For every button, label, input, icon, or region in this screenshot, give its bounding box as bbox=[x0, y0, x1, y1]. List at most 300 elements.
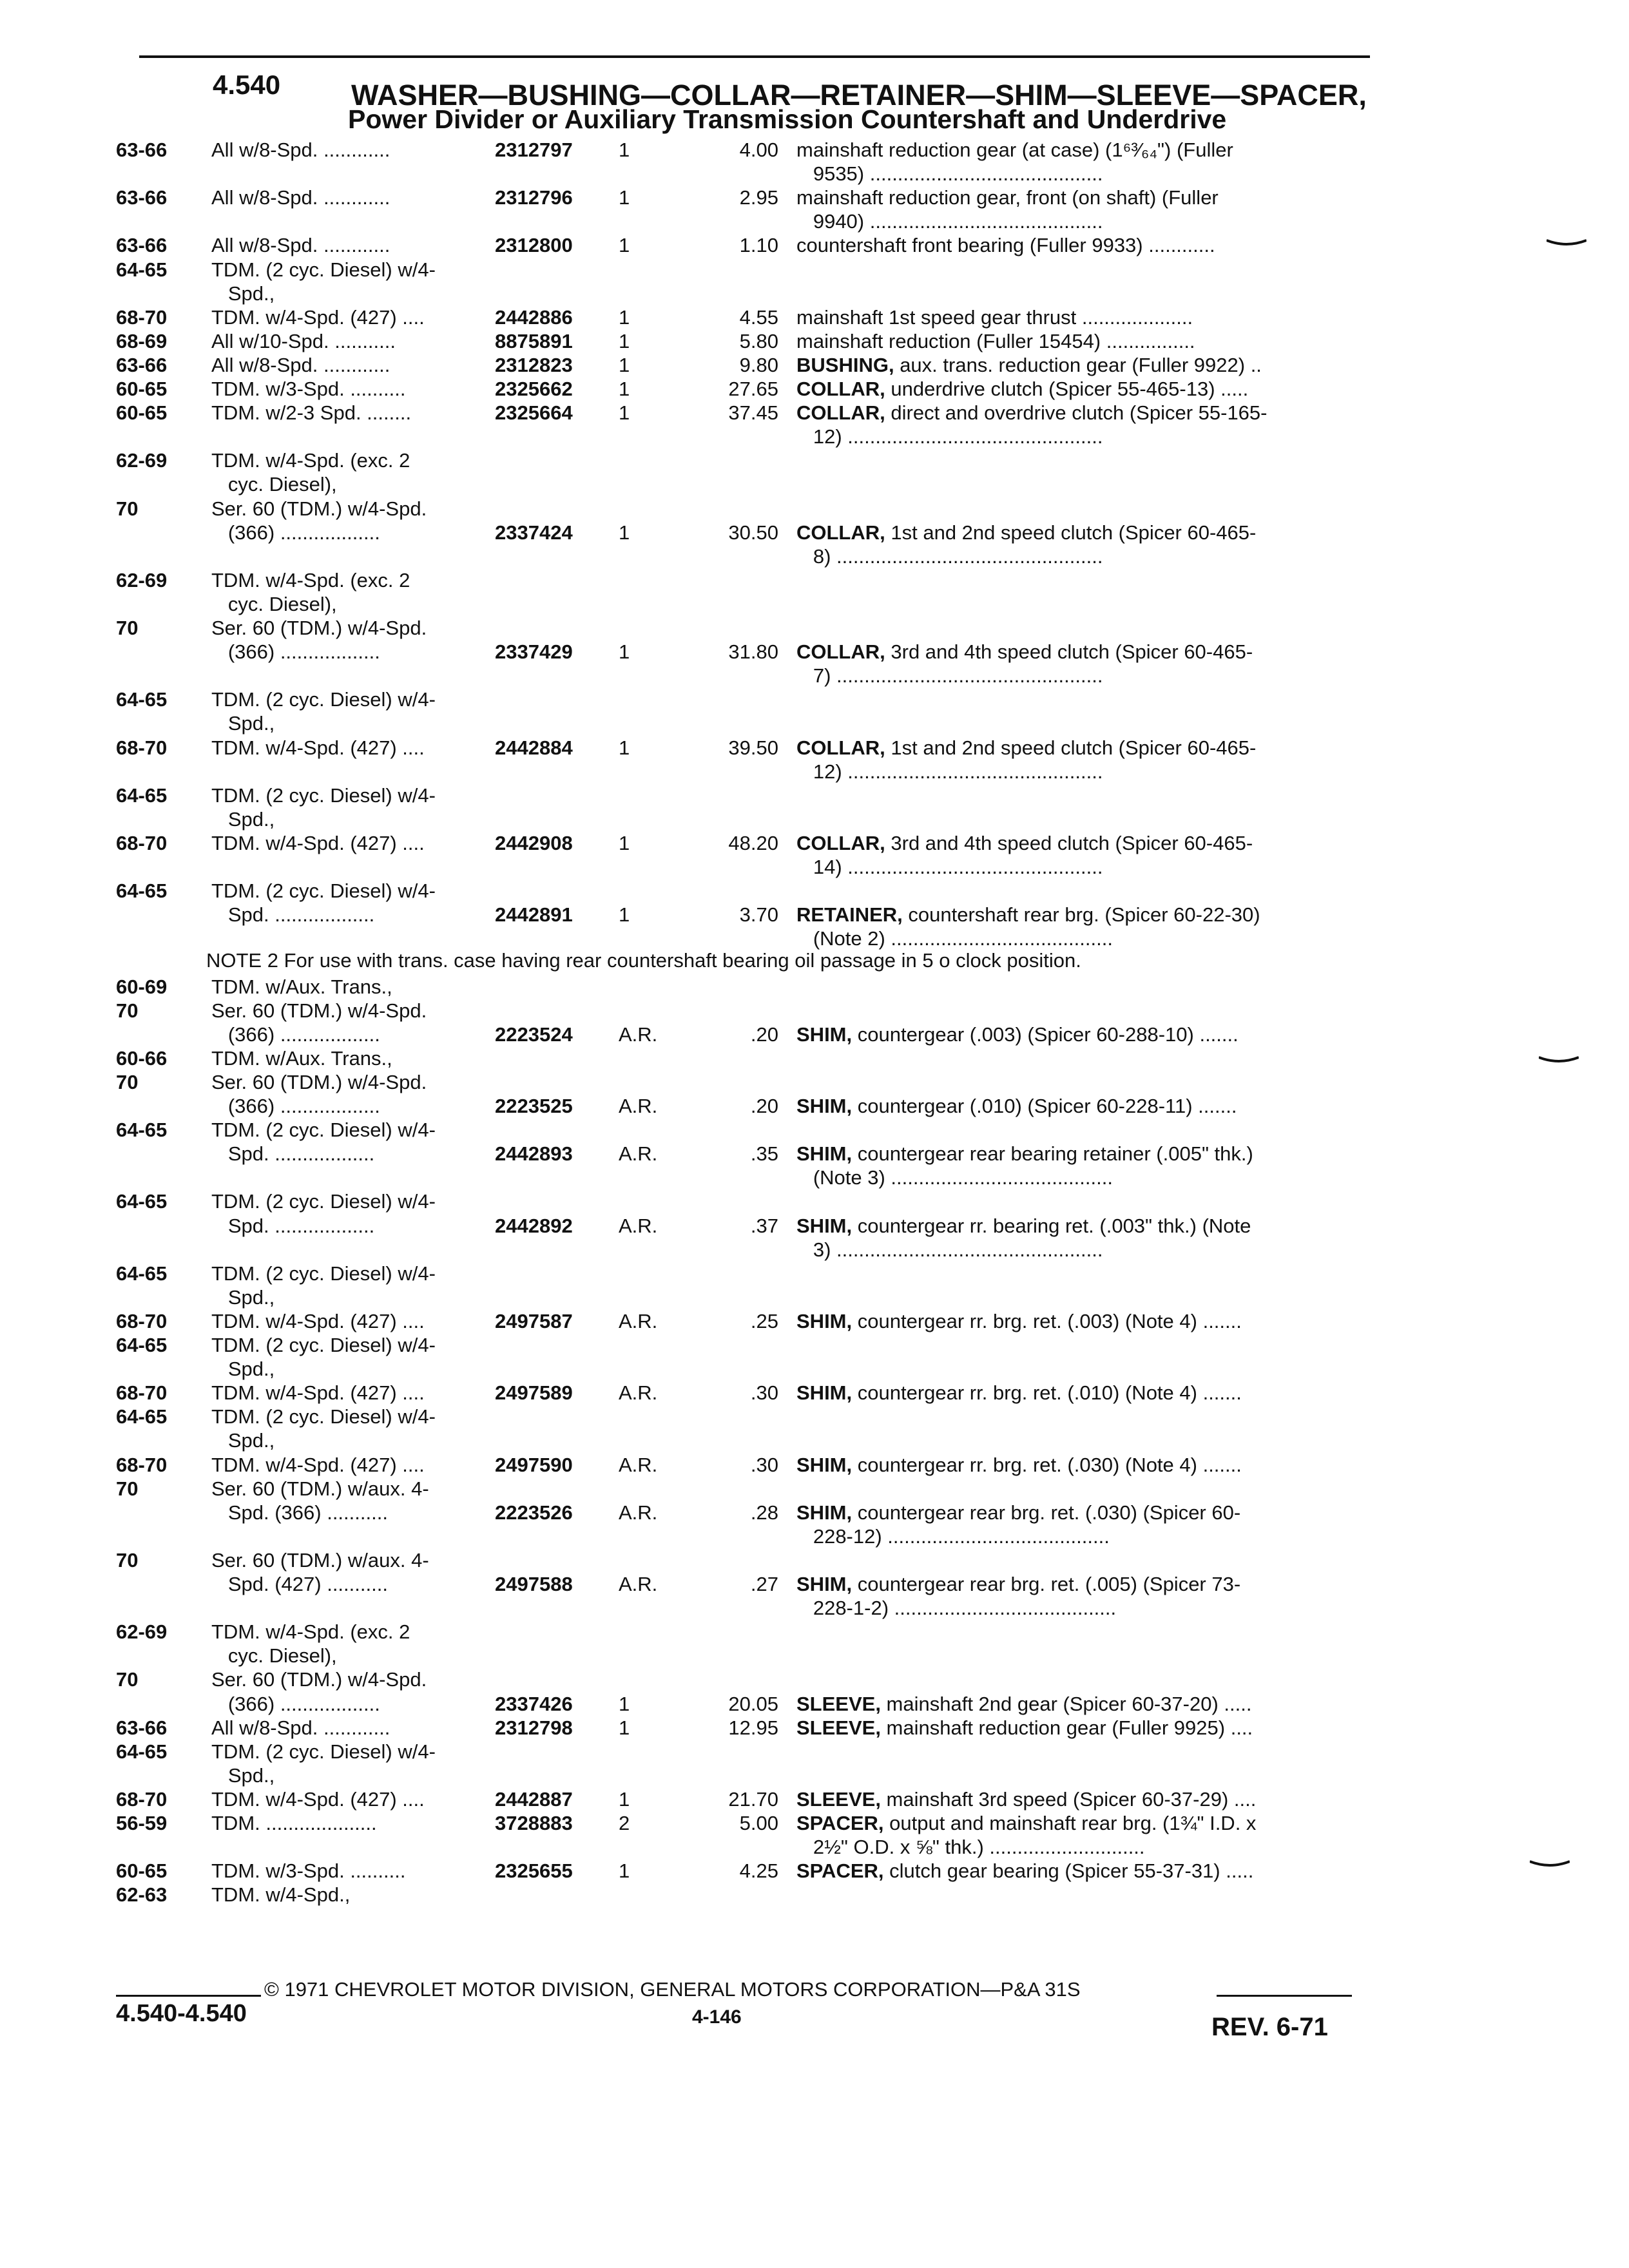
item-description bbox=[796, 353, 1361, 377]
part-number: 2312800 bbox=[495, 234, 573, 256]
application-desc: TDM. w/4-Spd. (exc. 2 bbox=[211, 449, 410, 472]
item-description bbox=[796, 1214, 1361, 1238]
part-number: 2312797 bbox=[495, 139, 573, 161]
model-years: 68-70 bbox=[116, 306, 168, 329]
list-item bbox=[0, 1859, 1629, 1885]
list-item bbox=[0, 186, 1629, 211]
item-description bbox=[796, 209, 1361, 233]
item-name: COLLAR, bbox=[796, 832, 885, 854]
application-desc: (366) .................. bbox=[211, 1095, 380, 1117]
list-item bbox=[0, 640, 1629, 666]
model-years: 60-69 bbox=[116, 975, 168, 998]
item-detail: mainshaft 2nd gear (Spicer 60-37-20) ..... bbox=[880, 1693, 1252, 1715]
quantity: 1 bbox=[619, 401, 630, 424]
item-name: SLEEVE, bbox=[796, 1788, 881, 1811]
margin-mark bbox=[1539, 1055, 1579, 1063]
list-item bbox=[0, 1835, 1629, 1861]
list-item bbox=[0, 258, 1629, 284]
application-desc: TDM. (2 cyc. Diesel) w/4- bbox=[211, 879, 436, 902]
application-desc: Ser. 60 (TDM.) w/4-Spd. bbox=[211, 1071, 427, 1093]
list-item bbox=[0, 329, 1629, 355]
quantity: A.R. bbox=[619, 1381, 658, 1404]
application-desc: All w/10-Spd. ........... bbox=[211, 330, 396, 352]
application-desc: Ser. 60 (TDM.) w/aux. 4- bbox=[211, 1477, 429, 1500]
list-item bbox=[0, 1285, 1629, 1311]
item-detail: countergear (.003) (Spicer 60-288-10) ....... bbox=[852, 1023, 1239, 1046]
application-desc: TDM. w/3-Spd. .......... bbox=[211, 378, 406, 400]
item-description bbox=[796, 760, 1361, 783]
list-price: 4.00 bbox=[739, 139, 778, 161]
model-years: 68-70 bbox=[116, 1788, 168, 1811]
application-desc: cyc. Diesel), bbox=[211, 1644, 337, 1667]
application-desc: TDM. (2 cyc. Diesel) w/4- bbox=[211, 1334, 436, 1356]
list-price: .20 bbox=[750, 1095, 778, 1117]
part-number: 2442887 bbox=[495, 1788, 573, 1811]
application-desc: TDM. (2 cyc. Diesel) w/4- bbox=[211, 1740, 436, 1763]
item-detail: countergear rear brg. ret. (.005) (Spicer 73- bbox=[852, 1573, 1241, 1595]
list-item bbox=[0, 711, 1629, 737]
list-item bbox=[0, 1094, 1629, 1120]
item-detail: countergear rr. brg. ret. (.003) (Note 4) ....... bbox=[852, 1310, 1242, 1332]
list-price: 27.65 bbox=[728, 378, 778, 400]
list-item bbox=[0, 1740, 1629, 1765]
item-name: SHIM, bbox=[796, 1381, 853, 1404]
list-item bbox=[0, 401, 1629, 427]
model-years: 68-70 bbox=[116, 1454, 168, 1476]
list-item bbox=[0, 1572, 1629, 1598]
item-detail: mainshaft 3rd speed (Spicer 60-37-29) .... bbox=[880, 1788, 1257, 1811]
application-desc: Ser. 60 (TDM.) w/4-Spd. bbox=[211, 617, 427, 639]
list-price: 4.55 bbox=[739, 306, 778, 329]
item-detail: 12) .............................................. bbox=[796, 425, 1103, 448]
part-number: 2497590 bbox=[495, 1454, 573, 1476]
quantity: 1 bbox=[619, 1788, 630, 1811]
list-item bbox=[0, 879, 1629, 905]
list-item bbox=[0, 1023, 1629, 1048]
application-desc: Spd. .................. bbox=[211, 1142, 375, 1165]
list-item bbox=[0, 1524, 1629, 1550]
model-years: 62-63 bbox=[116, 1883, 168, 1906]
list-item bbox=[0, 1787, 1629, 1813]
list-item bbox=[0, 1548, 1629, 1574]
quantity: A.R. bbox=[619, 1095, 658, 1117]
quantity: 1 bbox=[619, 378, 630, 400]
model-years: 64-65 bbox=[116, 1740, 168, 1763]
item-description bbox=[796, 1023, 1361, 1046]
list-item bbox=[0, 1238, 1629, 1264]
list-price: 37.45 bbox=[728, 401, 778, 424]
model-years: 70 bbox=[116, 1668, 139, 1691]
item-description bbox=[796, 1859, 1361, 1883]
model-years: 62-69 bbox=[116, 569, 168, 591]
model-years: 70 bbox=[116, 999, 139, 1022]
list-item bbox=[0, 1046, 1629, 1072]
item-detail: mainshaft 1st speed gear thrust .................... bbox=[796, 306, 1193, 329]
item-name: SHIM, bbox=[796, 1215, 853, 1237]
list-item bbox=[0, 162, 1629, 187]
page-number: 4-146 bbox=[692, 2006, 742, 2028]
item-description bbox=[796, 425, 1361, 448]
list-item bbox=[0, 353, 1629, 379]
model-years: 70 bbox=[116, 497, 139, 520]
item-name: SHIM, bbox=[796, 1142, 853, 1165]
application-desc: (366) .................. bbox=[211, 1023, 380, 1046]
item-name: COLLAR, bbox=[796, 401, 885, 424]
list-item bbox=[0, 138, 1629, 164]
application-desc: TDM. (2 cyc. Diesel) w/4- bbox=[211, 1190, 436, 1213]
list-price: .35 bbox=[750, 1142, 778, 1165]
list-price: 4.25 bbox=[739, 1860, 778, 1882]
item-name: COLLAR, bbox=[796, 378, 885, 400]
list-item bbox=[0, 903, 1629, 928]
application-desc: TDM. (2 cyc. Diesel) w/4- bbox=[211, 1262, 436, 1285]
list-item bbox=[0, 855, 1629, 881]
quantity: 1 bbox=[619, 832, 630, 854]
model-years: 64-65 bbox=[116, 1334, 168, 1356]
item-detail: output and mainshaft rear brg. (1¾" I.D. x bbox=[883, 1812, 1257, 1834]
list-item bbox=[0, 1070, 1629, 1096]
item-description bbox=[796, 1596, 1361, 1620]
item-description bbox=[796, 1811, 1361, 1835]
item-name: SHIM, bbox=[796, 1454, 853, 1476]
list-item bbox=[0, 592, 1629, 618]
part-number: 2312823 bbox=[495, 354, 573, 376]
application-desc: Spd., bbox=[211, 1429, 275, 1452]
item-detail: 9940) .......................................... bbox=[796, 210, 1103, 233]
quantity: 1 bbox=[619, 1716, 630, 1739]
application-desc: Spd. .................. bbox=[211, 1215, 375, 1237]
item-detail: 2½" O.D. x ⅝" thk.) ............................ bbox=[796, 1836, 1145, 1858]
item-name: BUSHING, bbox=[796, 354, 894, 376]
quantity: A.R. bbox=[619, 1501, 658, 1524]
model-years: 64-65 bbox=[116, 1405, 168, 1428]
application-desc: Ser. 60 (TDM.) w/4-Spd. bbox=[211, 999, 427, 1022]
model-years: 64-65 bbox=[116, 258, 168, 281]
item-description bbox=[796, 736, 1361, 760]
item-detail: countergear (.010) (Spicer 60-228-11) ....... bbox=[852, 1095, 1237, 1117]
part-number: 2497588 bbox=[495, 1573, 573, 1595]
page-title: WASHER—BUSHING—COLLAR—RETAINER—SHIM—SLEEVE—SPACER, bbox=[351, 79, 1367, 111]
part-number: 2223524 bbox=[495, 1023, 573, 1046]
part-number: 2325664 bbox=[495, 401, 573, 424]
part-number: 2337424 bbox=[495, 521, 573, 544]
list-item bbox=[0, 975, 1629, 1001]
item-description bbox=[796, 1572, 1361, 1596]
item-detail: 1st and 2nd speed clutch (Spicer 60-465- bbox=[885, 521, 1257, 544]
application-desc: All w/8-Spd. ............ bbox=[211, 354, 390, 376]
list-item bbox=[0, 999, 1629, 1024]
list-item bbox=[0, 1811, 1629, 1837]
application-desc: TDM. (2 cyc. Diesel) w/4- bbox=[211, 1119, 436, 1141]
list-price: 30.50 bbox=[728, 521, 778, 544]
list-item bbox=[0, 1405, 1629, 1430]
list-item bbox=[0, 1453, 1629, 1479]
list-item bbox=[0, 568, 1629, 594]
quantity: 2 bbox=[619, 1812, 630, 1834]
item-detail: clutch gear bearing (Spicer 55-37-31) ..... bbox=[883, 1860, 1254, 1882]
list-item bbox=[0, 377, 1629, 403]
list-item bbox=[0, 1357, 1629, 1383]
application-desc: TDM. w/4-Spd. (427) .... bbox=[211, 306, 425, 329]
application-desc: TDM. w/4-Spd. (427) .... bbox=[211, 1381, 425, 1404]
application-desc: cyc. Diesel), bbox=[211, 473, 337, 495]
item-detail: 8) ................................................ bbox=[796, 545, 1103, 568]
list-item bbox=[0, 305, 1629, 331]
list-item bbox=[0, 1596, 1629, 1622]
list-item bbox=[0, 448, 1629, 474]
part-number: 2442892 bbox=[495, 1215, 573, 1237]
list-item bbox=[0, 807, 1629, 833]
model-years: 64-65 bbox=[116, 784, 168, 807]
application-desc: Spd., bbox=[211, 1286, 275, 1309]
item-description bbox=[796, 1787, 1361, 1811]
item-description bbox=[796, 544, 1361, 568]
application-desc: Spd., bbox=[211, 1358, 275, 1380]
item-name: SLEEVE, bbox=[796, 1693, 881, 1715]
list-item bbox=[0, 1428, 1629, 1454]
item-name: SHIM, bbox=[796, 1573, 853, 1595]
list-price: 21.70 bbox=[728, 1788, 778, 1811]
application-desc: (366) .................. bbox=[211, 1693, 380, 1715]
list-item bbox=[0, 1189, 1629, 1215]
application-desc: TDM. .................... bbox=[211, 1812, 377, 1834]
list-price: 5.80 bbox=[739, 330, 778, 352]
list-price: .37 bbox=[750, 1215, 778, 1237]
item-detail: countergear rear bearing retainer (.005" thk.) bbox=[852, 1142, 1253, 1165]
item-name: COLLAR, bbox=[796, 640, 885, 663]
list-item bbox=[0, 544, 1629, 570]
item-detail: aux. trans. reduction gear (Fuller 9922) .. bbox=[894, 354, 1262, 376]
list-item bbox=[0, 1118, 1629, 1144]
item-name: SHIM, bbox=[796, 1095, 853, 1117]
item-detail: countergear rr. brg. ret. (.030) (Note 4) ....... bbox=[852, 1454, 1242, 1476]
model-years: 60-65 bbox=[116, 401, 168, 424]
model-years: 68-70 bbox=[116, 1381, 168, 1404]
list-price: .28 bbox=[750, 1501, 778, 1524]
list-item bbox=[0, 616, 1629, 642]
model-years: 63-66 bbox=[116, 1716, 168, 1739]
quantity: A.R. bbox=[619, 1573, 658, 1595]
application-desc: TDM. w/4-Spd. (exc. 2 bbox=[211, 569, 410, 591]
application-desc: TDM. w/4-Spd. (427) .... bbox=[211, 832, 425, 854]
item-description bbox=[796, 855, 1361, 879]
model-years: 70 bbox=[116, 1477, 139, 1500]
application-desc: TDM. (2 cyc. Diesel) w/4- bbox=[211, 258, 436, 281]
quantity: 1 bbox=[619, 330, 630, 352]
list-item bbox=[0, 664, 1629, 689]
list-price: .20 bbox=[750, 1023, 778, 1046]
list-item bbox=[0, 282, 1629, 307]
application-desc: (366) .................. bbox=[211, 521, 380, 544]
item-description bbox=[796, 401, 1361, 425]
model-years: 62-69 bbox=[116, 449, 168, 472]
list-item bbox=[0, 1763, 1629, 1789]
quantity: A.R. bbox=[619, 1454, 658, 1476]
item-description bbox=[796, 903, 1361, 927]
quantity: 1 bbox=[619, 354, 630, 376]
application-desc: TDM. w/Aux. Trans., bbox=[211, 975, 392, 998]
item-detail: countershaft rear brg. (Spicer 60-22-30) bbox=[902, 903, 1260, 926]
item-description bbox=[796, 329, 1361, 353]
quantity: 1 bbox=[619, 736, 630, 759]
footer-rule-left bbox=[116, 1995, 261, 1997]
footer-rule-right bbox=[1217, 1995, 1352, 1997]
item-description bbox=[796, 1716, 1361, 1740]
list-item bbox=[0, 1214, 1629, 1240]
revision-label: REV. 6-71 bbox=[1211, 2013, 1328, 2041]
list-item bbox=[0, 497, 1629, 523]
item-description bbox=[796, 1524, 1361, 1548]
quantity: 1 bbox=[619, 640, 630, 663]
item-detail: mainshaft reduction gear (Fuller 9925) .... bbox=[880, 1716, 1253, 1739]
part-number: 2442891 bbox=[495, 903, 573, 926]
part-number: 2497587 bbox=[495, 1310, 573, 1332]
part-number: 2442908 bbox=[495, 832, 573, 854]
item-description bbox=[796, 1835, 1361, 1859]
item-detail: (Note 3) ........................................ bbox=[796, 1166, 1113, 1189]
quantity: 1 bbox=[619, 186, 630, 209]
quantity: A.R. bbox=[619, 1142, 658, 1165]
list-item bbox=[0, 760, 1629, 785]
quantity: 1 bbox=[619, 1693, 630, 1715]
list-item bbox=[0, 1381, 1629, 1407]
part-number: 2325655 bbox=[495, 1860, 573, 1882]
top-rule bbox=[139, 55, 1370, 58]
section-range: 4.540-4.540 bbox=[116, 2000, 247, 2027]
model-years: 70 bbox=[116, 617, 139, 639]
item-description bbox=[796, 1692, 1361, 1716]
item-detail: 1st and 2nd speed clutch (Spicer 60-465- bbox=[885, 736, 1257, 759]
application-desc: Spd., bbox=[211, 712, 275, 735]
model-years: 60-66 bbox=[116, 1047, 168, 1070]
list-item bbox=[0, 1644, 1629, 1669]
application-desc: All w/8-Spd. ............ bbox=[211, 186, 390, 209]
application-desc: Spd. (427) ........... bbox=[211, 1573, 388, 1595]
application-desc: TDM. w/4-Spd., bbox=[211, 1883, 351, 1906]
model-years: 60-65 bbox=[116, 1860, 168, 1882]
list-item bbox=[0, 1716, 1629, 1742]
item-detail: mainshaft reduction (Fuller 15454) ................ bbox=[796, 330, 1195, 352]
model-years: 63-66 bbox=[116, 234, 168, 256]
part-number: 2337426 bbox=[495, 1693, 573, 1715]
model-years: 60-65 bbox=[116, 378, 168, 400]
application-desc: Ser. 60 (TDM.) w/4-Spd. bbox=[211, 1668, 427, 1691]
item-detail: 3rd and 4th speed clutch (Spicer 60-465- bbox=[885, 832, 1253, 854]
application-desc: All w/8-Spd. ............ bbox=[211, 1716, 390, 1739]
item-name: RETAINER, bbox=[796, 903, 903, 926]
application-desc: TDM. (2 cyc. Diesel) w/4- bbox=[211, 1405, 436, 1428]
item-description bbox=[796, 233, 1361, 257]
application-desc: TDM. (2 cyc. Diesel) w/4- bbox=[211, 688, 436, 711]
quantity: 1 bbox=[619, 139, 630, 161]
list-item bbox=[0, 1333, 1629, 1359]
list-price: 31.80 bbox=[728, 640, 778, 663]
part-number: 3728883 bbox=[495, 1812, 573, 1834]
application-desc: All w/8-Spd. ............ bbox=[211, 139, 390, 161]
list-price: .30 bbox=[750, 1381, 778, 1404]
margin-mark bbox=[1547, 238, 1586, 246]
item-description bbox=[796, 1238, 1361, 1262]
list-item bbox=[0, 425, 1629, 450]
item-name: SHIM, bbox=[796, 1023, 853, 1046]
list-item bbox=[0, 1620, 1629, 1646]
part-number: 2223526 bbox=[495, 1501, 573, 1524]
copyright-line: © 1971 CHEVROLET MOTOR DIVISION, GENERAL MOTORS CORPORATION—P&A 31S bbox=[264, 1978, 1081, 2001]
model-years: 63-66 bbox=[116, 186, 168, 209]
model-years: 64-65 bbox=[116, 688, 168, 711]
item-description bbox=[796, 1142, 1361, 1166]
item-description bbox=[796, 1501, 1361, 1524]
item-description bbox=[796, 186, 1361, 209]
application-desc: TDM. w/4-Spd. (427) .... bbox=[211, 1788, 425, 1811]
model-years: 56-59 bbox=[116, 1812, 168, 1834]
list-item bbox=[0, 521, 1629, 546]
quantity: 1 bbox=[619, 1860, 630, 1882]
list-item bbox=[0, 209, 1629, 235]
item-detail: countergear rr. bearing ret. (.003" thk.) (Note bbox=[852, 1215, 1251, 1237]
application-desc: Spd., bbox=[211, 808, 275, 831]
application-desc: Ser. 60 (TDM.) w/4-Spd. bbox=[211, 497, 427, 520]
part-number: 2497589 bbox=[495, 1381, 573, 1404]
item-detail: 228-12) ........................................ bbox=[796, 1525, 1110, 1548]
quantity: A.R. bbox=[619, 1310, 658, 1332]
application-desc: Ser. 60 (TDM.) w/aux. 4- bbox=[211, 1549, 429, 1571]
application-desc: TDM. w/Aux. Trans., bbox=[211, 1047, 392, 1070]
application-desc: Spd. .................. bbox=[211, 903, 375, 926]
list-price: 48.20 bbox=[728, 832, 778, 854]
list-price: .30 bbox=[750, 1454, 778, 1476]
model-years: 63-66 bbox=[116, 139, 168, 161]
application-desc: Spd., bbox=[211, 1764, 275, 1787]
list-item bbox=[0, 736, 1629, 762]
item-detail: countershaft front bearing (Fuller 9933) ............ bbox=[796, 234, 1215, 256]
item-detail: 14) .............................................. bbox=[796, 856, 1103, 878]
model-years: 64-65 bbox=[116, 1190, 168, 1213]
list-price: 1.10 bbox=[739, 234, 778, 256]
part-number: 2337429 bbox=[495, 640, 573, 663]
item-name: SHIM, bbox=[796, 1501, 853, 1524]
item-description bbox=[796, 664, 1361, 687]
part-number: 2442893 bbox=[495, 1142, 573, 1165]
item-detail: 228-1-2) ........................................ bbox=[796, 1597, 1117, 1619]
list-item bbox=[0, 927, 1629, 952]
quantity: 1 bbox=[619, 306, 630, 329]
item-detail: mainshaft reduction gear, front (on shaft) (Fuller bbox=[796, 186, 1219, 209]
note-line: NOTE 2 For use with trans. case having rear countershaft bearing oil passage in 5 o clock position. bbox=[206, 949, 1081, 972]
item-detail: 3rd and 4th speed clutch (Spicer 60-465- bbox=[885, 640, 1253, 663]
part-number: 2442886 bbox=[495, 306, 573, 329]
model-years: 68-70 bbox=[116, 1310, 168, 1332]
model-years: 70 bbox=[116, 1071, 139, 1093]
item-description bbox=[796, 521, 1361, 544]
model-years: 62-69 bbox=[116, 1620, 168, 1643]
list-price: 39.50 bbox=[728, 736, 778, 759]
item-detail: 12) .............................................. bbox=[796, 760, 1103, 783]
list-price: .25 bbox=[750, 1310, 778, 1332]
section-number: 4.540 bbox=[213, 70, 281, 100]
list-price: 20.05 bbox=[728, 1693, 778, 1715]
item-detail: 7) ................................................ bbox=[796, 664, 1103, 687]
margin-mark bbox=[1530, 1860, 1570, 1867]
part-number: 2223525 bbox=[495, 1095, 573, 1117]
model-years: 70 bbox=[116, 1549, 139, 1571]
item-description bbox=[796, 1309, 1361, 1333]
list-item bbox=[0, 1309, 1629, 1335]
model-years: 68-69 bbox=[116, 330, 168, 352]
item-name: COLLAR, bbox=[796, 736, 885, 759]
list-item bbox=[0, 233, 1629, 259]
list-item bbox=[0, 1166, 1629, 1191]
